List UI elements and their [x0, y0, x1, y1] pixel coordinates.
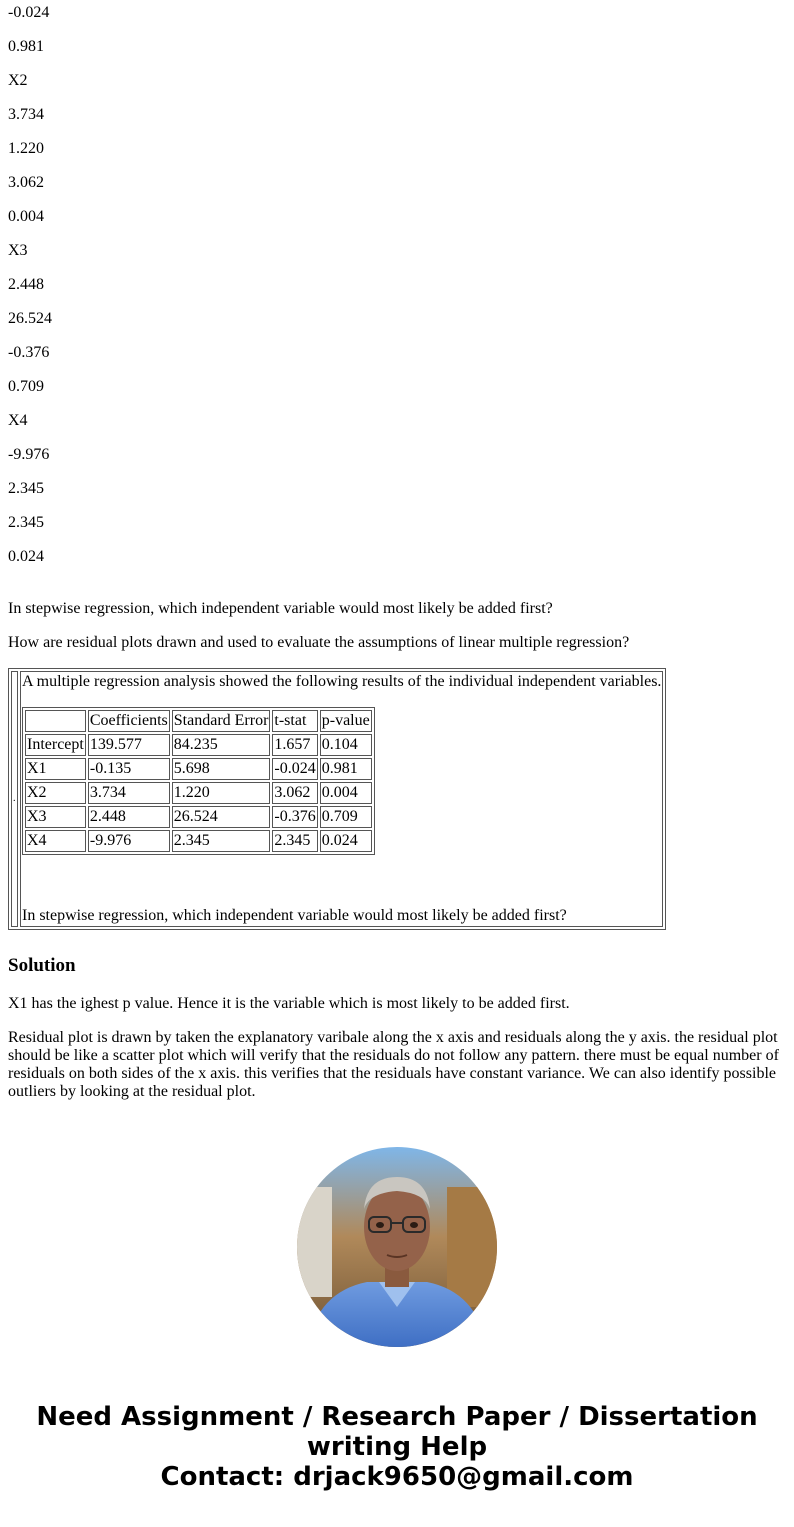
- list-item: 0.709: [8, 378, 44, 395]
- table-cell: 0.024: [320, 830, 372, 852]
- table-cell: X3: [25, 806, 86, 828]
- table-cell: 84.235: [172, 734, 271, 756]
- regression-table: [22, 707, 375, 855]
- table-row: [25, 806, 372, 828]
- box-question: In stepwise regression, which independent variable would most likely be added first?: [22, 907, 567, 924]
- list-item: 2.345: [8, 480, 44, 497]
- author-portrait-image: [297, 1147, 497, 1347]
- table-cell: 3.062: [272, 782, 317, 804]
- promo-line: Need Assignment / Research Paper / Dissertation: [36, 1402, 758, 1432]
- table-cell: -0.376: [272, 806, 317, 828]
- table-cell: 0.709: [320, 806, 372, 828]
- table-cell: -0.024: [272, 758, 317, 780]
- table-cell: 0.004: [320, 782, 372, 804]
- table-cell: Intercept: [25, 734, 86, 756]
- table-header-row: [25, 710, 372, 732]
- list-item: 0.981: [8, 38, 44, 55]
- table-cell: X2: [25, 782, 86, 804]
- list-item: 2.345: [8, 514, 44, 531]
- table-cell: 0.981: [320, 758, 372, 780]
- question-box: [8, 668, 666, 930]
- promo-banner: [8, 1402, 786, 1492]
- list-item: 0.024: [8, 548, 44, 565]
- table-header: t-stat: [272, 710, 317, 732]
- box-marker: .: [11, 671, 18, 927]
- promo-line: writing Help: [306, 1432, 488, 1462]
- author-avatar: [297, 1147, 497, 1347]
- table-cell: 2.448: [88, 806, 170, 828]
- list-item: 2.448: [8, 276, 44, 293]
- table-cell: 139.577: [88, 734, 170, 756]
- table-row: [25, 830, 372, 852]
- list-item: X3: [8, 242, 28, 259]
- promo-contact: Contact: drjack9650@gmail.com: [160, 1462, 634, 1492]
- list-item: 0.004: [8, 208, 44, 225]
- list-item: -0.024: [8, 4, 50, 21]
- list-item: 26.524: [8, 310, 52, 327]
- table-cell: X4: [25, 830, 86, 852]
- list-item: 3.734: [8, 106, 44, 123]
- list-item: -9.976: [8, 446, 50, 463]
- table-row: [25, 734, 372, 756]
- solution-heading: Solution: [8, 955, 76, 976]
- table-cell: 5.698: [172, 758, 271, 780]
- table-cell: 3.734: [88, 782, 170, 804]
- table-cell: 2.345: [172, 830, 271, 852]
- list-item: X4: [8, 412, 28, 429]
- box-intro: A multiple regression analysis showed the following results of the individual independent variables.: [22, 673, 662, 690]
- list-item: 3.062: [8, 174, 44, 191]
- solution-answer-1: X1 has the ighest p value. Hence it is the variable which is most likely to be added first.: [8, 995, 570, 1012]
- table-header: [25, 710, 86, 732]
- value-list: [8, 4, 786, 566]
- table-row: [25, 758, 372, 780]
- table-cell: 0.104: [320, 734, 372, 756]
- table-cell: 1.657: [272, 734, 317, 756]
- list-item: -0.376: [8, 344, 50, 361]
- table-cell: 1.220: [172, 782, 271, 804]
- table-cell: -9.976: [88, 830, 170, 852]
- question-stepwise: In stepwise regression, which independent variable would most likely be added first?: [8, 600, 553, 617]
- table-row: [25, 782, 372, 804]
- question-residual-plots: How are residual plots drawn and used to evaluate the assumptions of linear multiple regression?: [8, 634, 630, 651]
- table-header: Coefficients: [88, 710, 170, 732]
- table-header: p-value: [320, 710, 372, 732]
- table-cell: 2.345: [272, 830, 317, 852]
- table-cell: -0.135: [88, 758, 170, 780]
- table-cell: 26.524: [172, 806, 271, 828]
- table-header: Standard Error: [172, 710, 271, 732]
- list-item: X2: [8, 72, 28, 89]
- list-item: 1.220: [8, 140, 44, 157]
- table-cell: X1: [25, 758, 86, 780]
- solution-answer-2: Residual plot is drawn by taken the explanatory varibale along the x axis and residuals along the y axis. the residual plot should be like a scatter plot which will verify that the residuals do not follow any pattern. there must be equal number of residuals on both sides of the x axis. this verifies that the residuals have constant variance. We can also identify possible outliers by looking at the residual plot.: [8, 1029, 779, 1100]
